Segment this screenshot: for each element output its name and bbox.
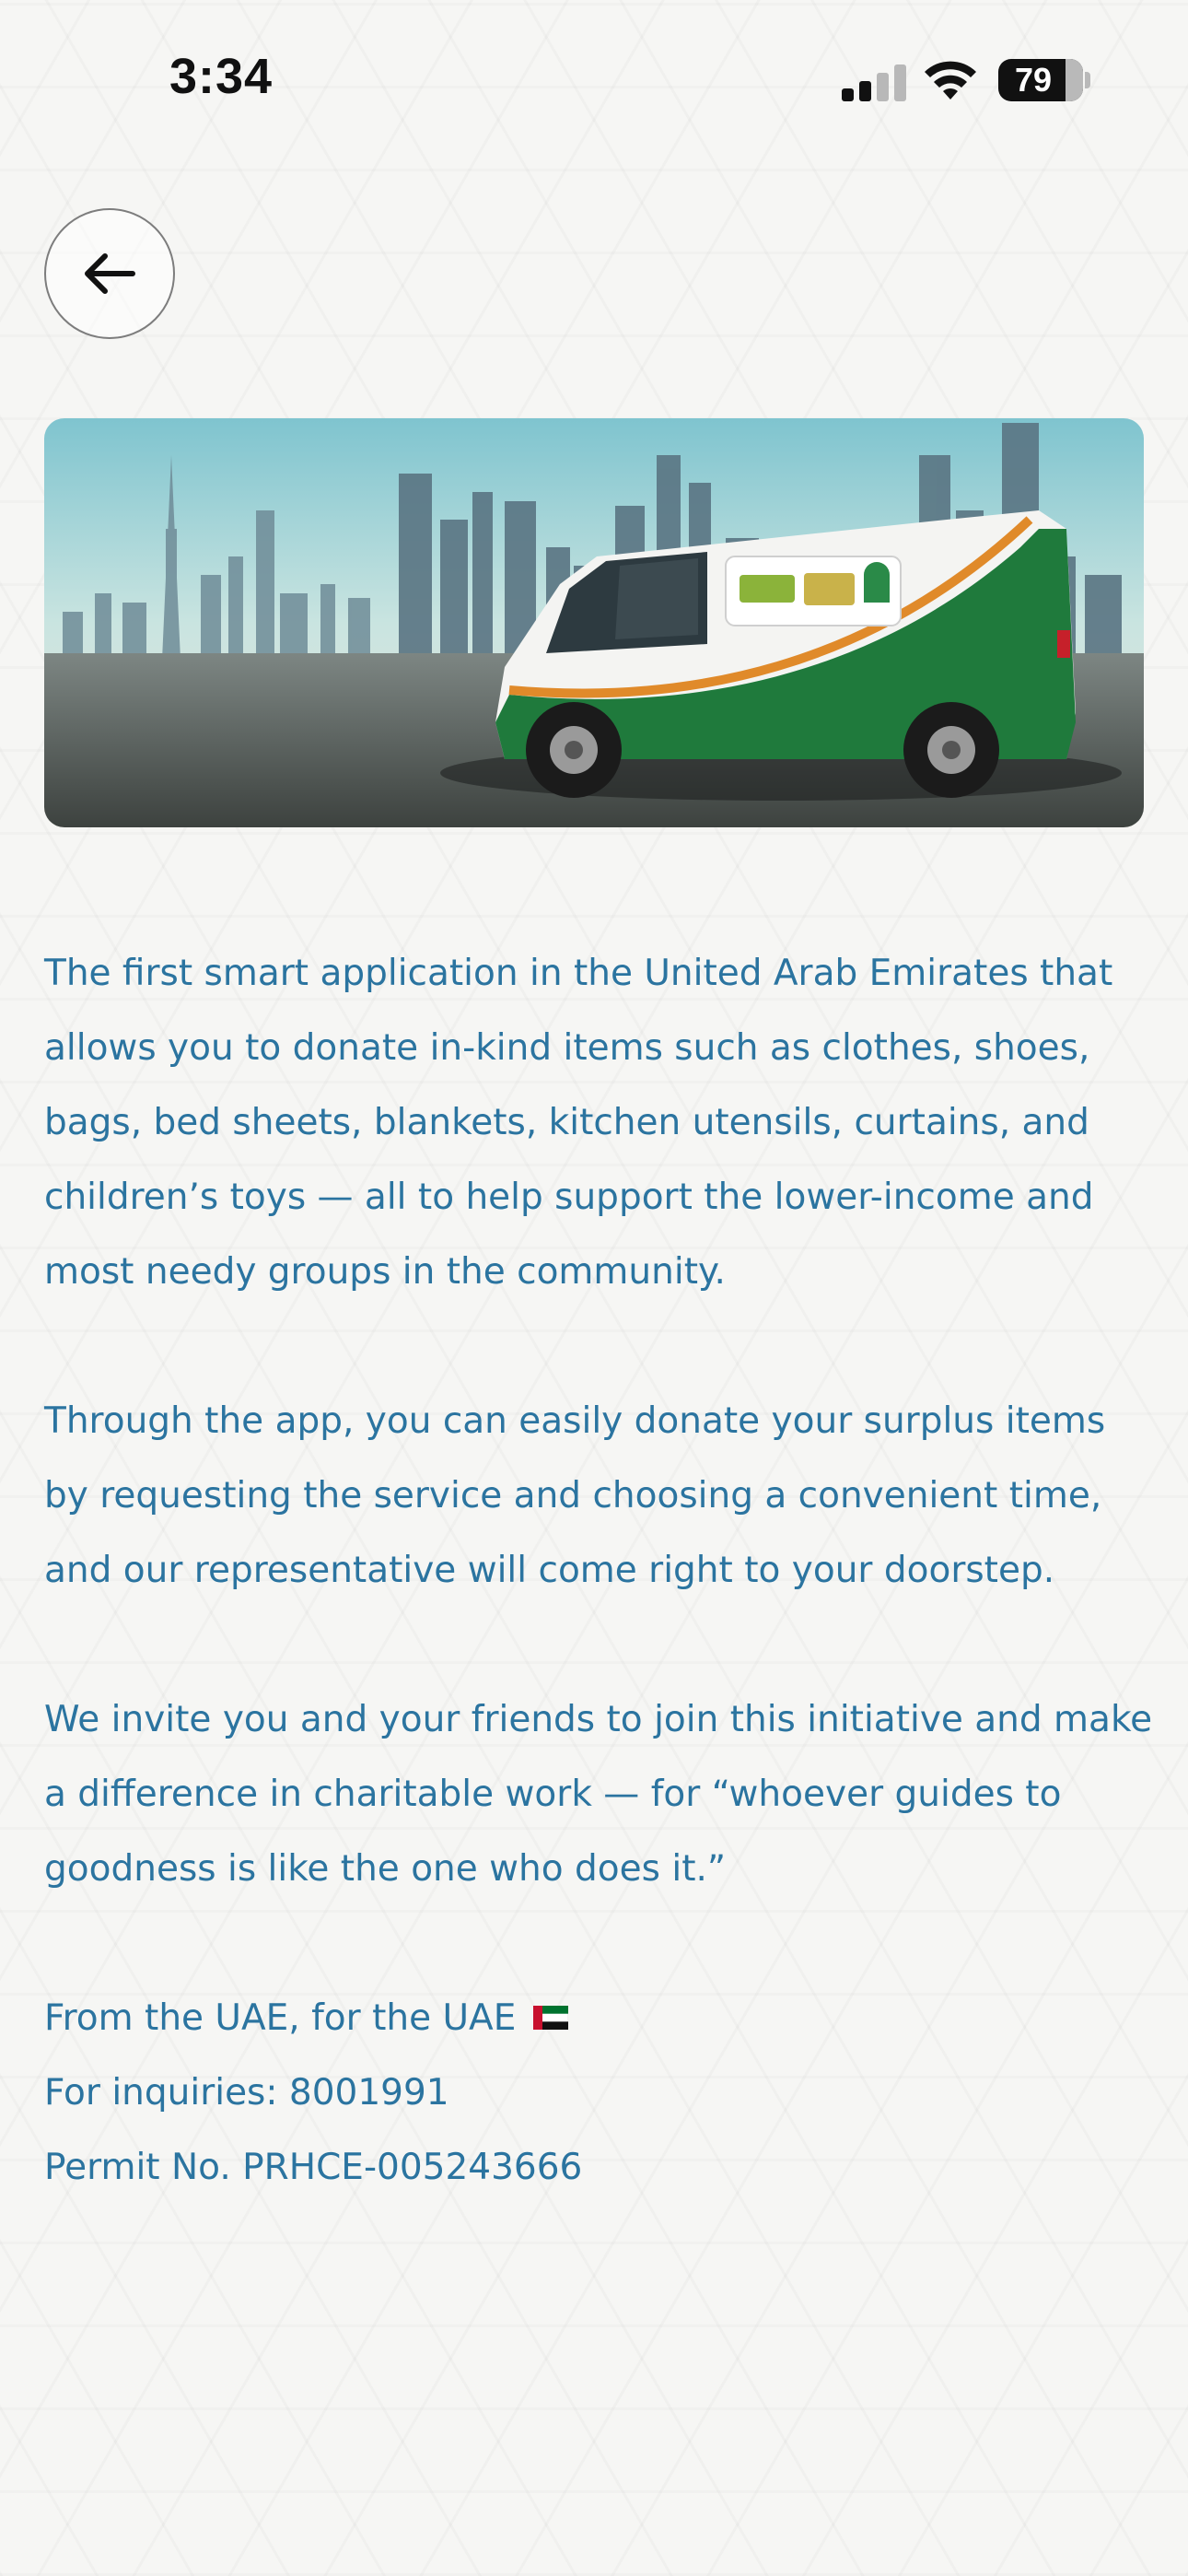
wifi-icon xyxy=(921,57,980,103)
invitation-paragraph: We invite you and your friends to join this initiative and make a difference in charitable work — for “whoever guides to goodness is like the one who does it.” xyxy=(44,1699,1153,1890)
arrow-left-icon xyxy=(77,241,142,306)
back-button[interactable] xyxy=(44,208,175,339)
from-uae-line xyxy=(44,1981,1159,2055)
about-content xyxy=(44,936,1159,2205)
inquiries-line: For inquiries: 8001991 xyxy=(44,2072,449,2113)
how-it-works-paragraph: Through the app, you can easily donate your surplus items by requesting the service and choosing a convenient time, and our representative will come right to your doorstep. xyxy=(44,1400,1106,1591)
intro-paragraph: The first smart application in the United Arab Emirates that allows you to donate in-kind items such as clothes, shoes, bags, bed sheets, blankets, kitchen utensils, curtains, and children’s toys — all to help support the lower-income and most needy groups in the community. xyxy=(44,953,1113,1293)
donation-van-banner xyxy=(44,418,1144,827)
status-bar xyxy=(0,0,1188,157)
cellular-signal-icon xyxy=(842,63,906,101)
uae-flag-icon xyxy=(533,2006,568,2030)
permit-line: Permit No. PRHCE-005243666 xyxy=(44,2147,583,2188)
battery-level: 79 xyxy=(1014,61,1053,99)
donation-van-image xyxy=(44,418,1144,827)
battery-tip xyxy=(1085,72,1090,88)
from-uae-text: From the UAE, for the UAE xyxy=(44,1997,517,2039)
battery-icon xyxy=(998,59,1083,101)
status-time: 3:34 xyxy=(169,49,274,104)
